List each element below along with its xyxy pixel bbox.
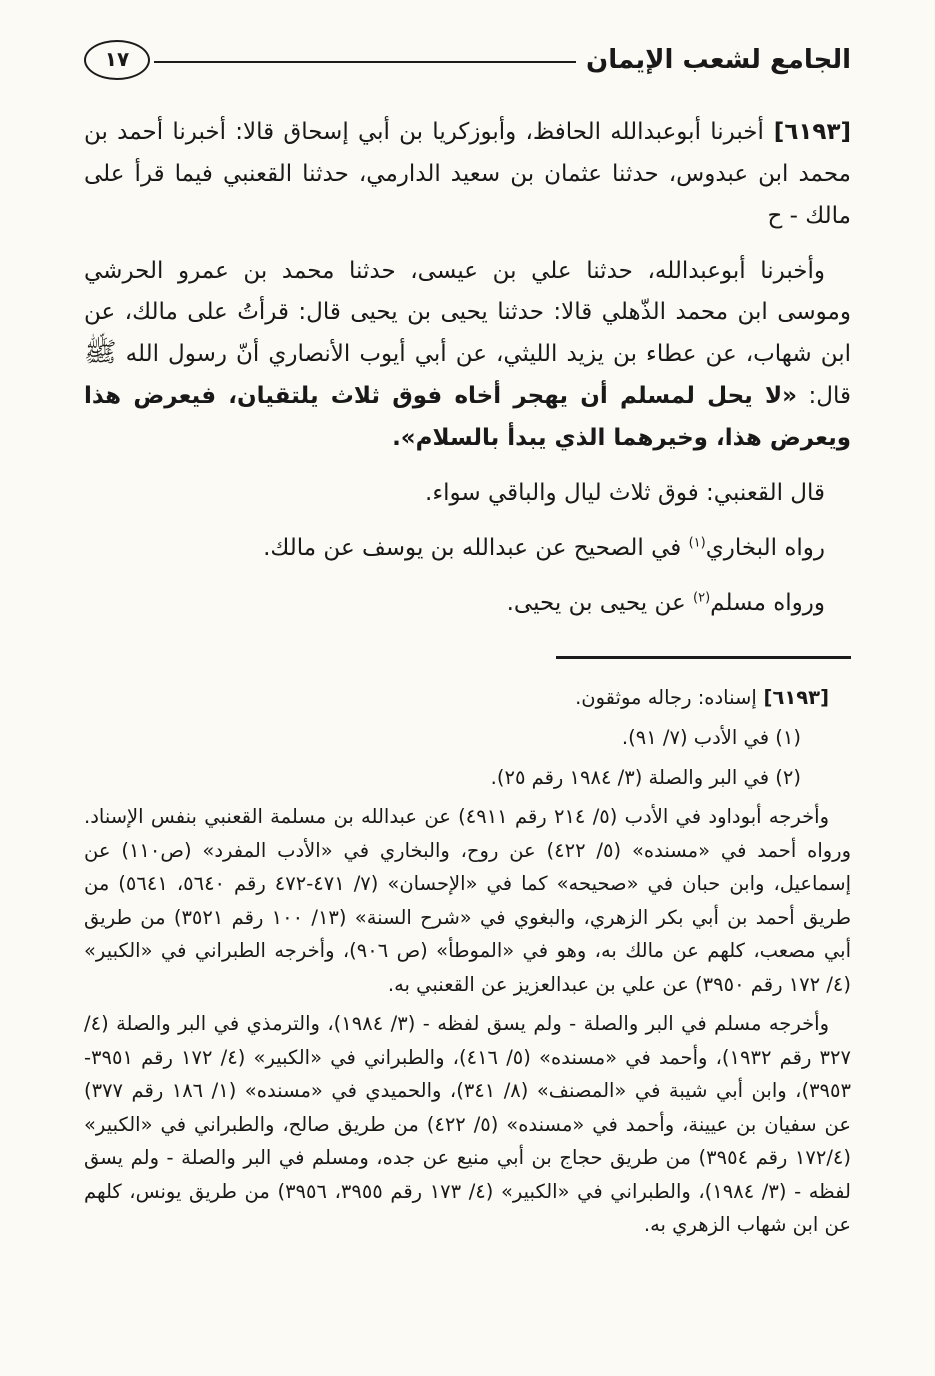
hadith-isnad-1	[84, 112, 851, 238]
text-segment: قال القعنبي: فوق ثلاث ليال والباقي سواء.	[425, 479, 825, 506]
book-title: الجامع لشعب الإيمان	[586, 45, 851, 75]
text-segment: (٢) في البر والصلة (٣/ ١٩٨٤ رقم ٢٥).	[490, 765, 801, 789]
text-segment: عن يحيى بن يحيى.	[506, 589, 694, 616]
text-segment: (١) في الأدب (٧/ ٩١).	[621, 725, 801, 749]
text-segment: وأخرجه مسلم في البر والصلة - ولم يسق لفظه - (٣/ ١٩٨٤)، والترمذي في البر والصلة (٤/ ٣٢٧ رقم ١٩٣٢)، وأحمد في «مسنده» (٥/ ٤١٦)، والطبراني في «الكبير» (٤/ ١٧٢ رقم ٣٩٥١- ٣٩٥٣)، وابن أبي شيبة في «المصنف» (٨/ ٣٤١)، والحميدي في «مسنده» (١/ ١٨٦ رقم ٣٧٧) عن سفيان بن عيينة، وأحمد في «مسنده» (٥/ ٤٢٢) من طريق صالح، والطبراني في «الكبير» (١٧٢/٤ رقم ٣٩٥٤) من طريق حجاج بن أبي منيع عن جده، ومسلم في البر والصلة - ولم يسق لفظه - (٣/ ١٩٨٤)، والطبراني في «الكبير» (٤/ ١٧٣ رقم ٣٩٥٥، ٣٩٥٦) من طريق يونس، كلهم عن ابن شهاب الزهري به.	[84, 1012, 851, 1237]
takhrij-paragraph-2	[84, 1007, 851, 1242]
page-header	[84, 40, 851, 80]
muslim-reference	[84, 583, 851, 625]
text-segment: إسناده: رجاله موثقون.	[575, 686, 757, 710]
footnote-1	[84, 721, 851, 755]
text-segment: [٦١٩٣]	[763, 119, 851, 145]
hadith-text-block	[84, 112, 851, 624]
text-segment: [٦١٩٣]	[756, 686, 829, 710]
footnote-separator	[556, 656, 851, 659]
text-segment: أخبرنا أبوعبدالله الحافظ، وأبوزكريا بن أبي إسحاق قالا: أخبرنا أحمد بن محمد ابن عبدوس، حدثنا عثمان بن سعيد الدارمي، حدثنا القعنبي فيما قرأ على مالك - ح	[84, 119, 851, 229]
text-segment: قال:	[797, 383, 851, 410]
qaanabi-note	[84, 473, 851, 515]
text-segment: ﷺ	[84, 337, 117, 369]
header-rule	[154, 61, 576, 63]
text-segment: في الصحيح عن عبدالله بن يوسف عن مالك.	[263, 534, 689, 561]
text-segment: وأخبرنا أبوعبدالله، حدثنا علي بن عيسى، حدثنا محمد بن عمرو الحرشي وموسى ابن محمد الذّهلي قالا: حدثنا يحيى بن يحيى قال: قرأتُ على مالك، عن ابن شهاب، عن عطاء بن يزيد الليثي، عن أبي أيوب الأنصاري أنّ رسول الله	[84, 257, 851, 368]
footnote-marker: (١)	[688, 535, 706, 551]
page-number-badge: ١٧	[84, 40, 150, 80]
footnote-isnad-grade	[84, 681, 851, 715]
text-segment: ورواه مسلم	[710, 589, 825, 616]
footnotes-block	[84, 681, 851, 1242]
bukhari-reference	[84, 528, 851, 570]
text-segment: رواه البخاري	[705, 534, 825, 561]
footnote-2	[84, 761, 851, 795]
hadith-isnad-2	[84, 251, 851, 460]
text-segment: وأخرجه أبوداود في الأدب (٥/ ٢١٤ رقم ٤٩١١) عن عبدالله بن مسلمة القعنبي بنفس الإسناد. ورواه أحمد في «مسنده» (٥/ ٤٢٢) عن روح، والبخاري في «الأدب المفرد» (ص١١٠) عن إسماعيل، وابن حبان في «صحيحه» كما في «الإحسان» (٧/ ٤٧١-٤٧٢ رقم ٥٦٤٠، ٥٦٤١) من طريق أحمد بن أبي بكر الزهري، والبغوي في «شرح السنة» (١٣/ ١٠٠ رقم ٣٥٢١) من طريق أبي مصعب، كلهم عن مالك به، وهو في «الموطأ» (ص ٩٠٦)، وأخرجه الطبراني في «الكبير» (٤/ ١٧٢ رقم ٣٩٥٠) عن علي بن عبدالعزيز عن القعنبي به.	[84, 805, 852, 996]
text-segment: «لا يحل لمسلم أن يهجر أخاه فوق ثلاث يلتقيان، فيعرض هذا ويعرض هذا، وخيرهما الذي يبدأ بالسلام».	[84, 383, 851, 452]
footnote-marker: (٢)	[693, 589, 711, 605]
takhrij-paragraph-1	[84, 800, 851, 1001]
